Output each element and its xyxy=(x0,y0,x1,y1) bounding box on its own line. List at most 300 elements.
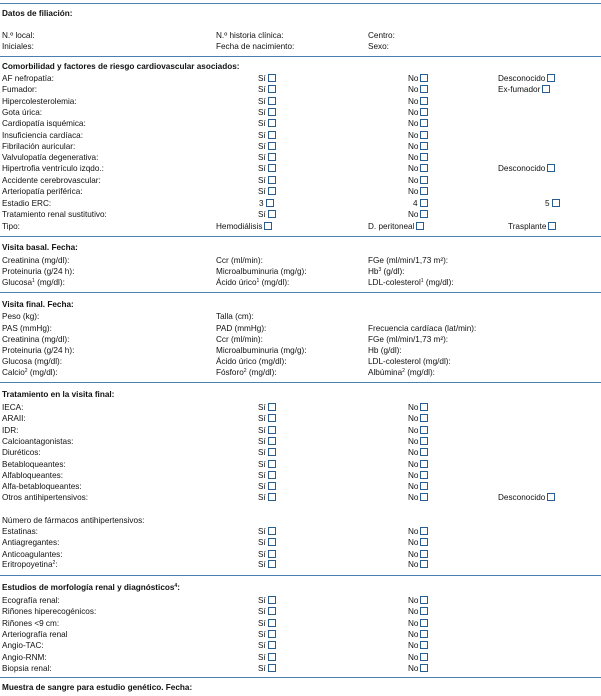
final-fge-label: FGe (ml/min/1,73 m²): xyxy=(368,335,449,344)
treatment-label-alfabloqueantes: Alfabloqueantes: xyxy=(2,471,63,480)
treatment-label-araii: ARAII: xyxy=(2,414,26,423)
si-option[interactable] xyxy=(258,426,276,436)
no-option-text: No xyxy=(408,85,419,94)
si-option[interactable] xyxy=(258,550,276,560)
tipo-label: Tipo: xyxy=(2,222,20,231)
checkbox[interactable] xyxy=(420,85,428,93)
no-option-text: No xyxy=(408,164,419,173)
si-option-text: Sí xyxy=(258,493,266,502)
treatment-label-betabloqueantes: Betabloqueantes: xyxy=(2,460,66,469)
footnote-mark: 2 xyxy=(24,368,28,374)
checkbox[interactable] xyxy=(420,119,428,127)
si-option-text: Sí xyxy=(258,482,266,491)
checkbox[interactable] xyxy=(420,187,428,195)
eritro-si-option[interactable] xyxy=(258,560,276,570)
comorbidity-label-insuficiencia-cardiaca: Insuficiencia cardíaca: xyxy=(2,131,84,140)
treatment-label-ieca: IECA: xyxy=(2,403,24,412)
final-pas-label: PAS (mmHg): xyxy=(2,324,52,333)
trs-si-option[interactable] xyxy=(258,210,276,220)
checkbox[interactable] xyxy=(420,527,428,535)
checkbox[interactable] xyxy=(547,164,555,172)
footnote-mark: 1 xyxy=(420,278,424,284)
checkbox[interactable] xyxy=(420,153,428,161)
final-peso-label: Peso (kg): xyxy=(2,312,40,321)
checkbox[interactable] xyxy=(420,142,428,150)
checkbox[interactable] xyxy=(420,403,428,411)
checkbox[interactable] xyxy=(268,142,276,150)
estudios-title-end: : xyxy=(177,583,180,592)
si-option-text: Sí xyxy=(258,641,266,650)
no-option[interactable] xyxy=(408,403,428,413)
basal-ldl-label xyxy=(368,278,454,288)
si-option[interactable] xyxy=(258,607,276,617)
no-option-text: No xyxy=(408,596,419,605)
trasplante-text: Trasplante xyxy=(508,222,547,231)
comorbidity-label-hipertrofia-ventriculo-izqdo: Hipertrofia ventrículo izqdo.: xyxy=(2,164,104,173)
no-option-text: No xyxy=(408,460,419,469)
ldl-unit: (mg/dl): xyxy=(423,278,454,287)
no-option-text: No xyxy=(408,482,419,491)
si-option-text: Sí xyxy=(258,448,266,457)
checkbox[interactable] xyxy=(420,619,428,627)
si-option-text: Sí xyxy=(258,460,266,469)
final-glucosa-label: Glucosa (mg/dl): xyxy=(2,357,63,366)
checkbox[interactable] xyxy=(547,493,555,501)
checkbox[interactable] xyxy=(268,108,276,116)
si-option-text: Sí xyxy=(258,527,266,536)
checkbox[interactable] xyxy=(268,85,276,93)
divider xyxy=(0,56,601,57)
si-option[interactable] xyxy=(258,74,276,84)
comorbidity-label-cardiopatia-isquemica: Cardiopatía isquémica: xyxy=(2,119,86,128)
comorbidity-label-gota-urica: Gota úrica: xyxy=(2,108,43,117)
checkbox[interactable] xyxy=(268,426,276,434)
trasplante-option[interactable] xyxy=(508,222,556,232)
basal-hb-label xyxy=(368,267,404,277)
desconocido-option[interactable] xyxy=(498,493,555,503)
si-option-text: Sí xyxy=(258,619,266,628)
no-option-text: No xyxy=(408,108,419,117)
checkbox[interactable] xyxy=(268,607,276,615)
checkbox[interactable] xyxy=(268,664,276,672)
no-option[interactable] xyxy=(408,437,428,447)
no-option-text: No xyxy=(408,74,419,83)
checkbox[interactable] xyxy=(420,426,428,434)
checkbox[interactable] xyxy=(268,538,276,546)
si-option[interactable] xyxy=(258,653,276,663)
si-option[interactable] xyxy=(258,414,276,424)
historia-label: N.º historia clínica: xyxy=(216,31,284,40)
footnote-mark: 2 xyxy=(243,368,247,374)
checkbox[interactable] xyxy=(548,222,556,230)
no-option[interactable] xyxy=(408,641,428,651)
footnote-mark: 1 xyxy=(32,278,35,284)
si-option[interactable] xyxy=(258,142,276,152)
footnote-mark: 4 xyxy=(174,583,178,589)
si-option-text: Sí xyxy=(258,426,266,435)
sexo-label: Sexo: xyxy=(368,42,389,51)
no-option[interactable] xyxy=(408,630,428,640)
no-option-text: No xyxy=(408,448,419,457)
checkbox[interactable] xyxy=(552,199,560,207)
no-option-text: No xyxy=(408,538,419,547)
albumina-unit: (mg/dl): xyxy=(404,368,435,377)
si-option-text: Sí xyxy=(258,164,266,173)
hemodialisis-text: Hemodiálisis xyxy=(216,222,263,231)
no-option[interactable] xyxy=(408,664,428,674)
estadio-5-text: 5 xyxy=(545,199,550,208)
checkbox[interactable] xyxy=(268,460,276,468)
comorbidity-label-accidente-cerebrovascular: Accidente cerebrovascular: xyxy=(2,176,101,185)
no-option-text: No xyxy=(408,187,419,196)
checkbox[interactable] xyxy=(268,641,276,649)
si-option-text: Sí xyxy=(258,664,266,673)
checkbox[interactable] xyxy=(420,493,428,501)
checkbox[interactable] xyxy=(420,448,428,456)
checkbox[interactable] xyxy=(420,164,428,172)
checkbox[interactable] xyxy=(420,538,428,546)
no-option[interactable] xyxy=(408,187,428,197)
checkbox[interactable] xyxy=(268,560,276,568)
divider xyxy=(0,292,601,293)
si-option[interactable] xyxy=(258,97,276,107)
section-title-filiacion: Datos de filiación: xyxy=(2,9,73,18)
desconocido-option-text: Desconocido xyxy=(498,164,546,173)
centro-label: Centro: xyxy=(368,31,395,40)
si-option-text: Sí xyxy=(258,607,266,616)
si-option[interactable] xyxy=(258,448,276,458)
si-option[interactable] xyxy=(258,437,276,447)
checkbox[interactable] xyxy=(547,74,555,82)
estadio-3-text: 3 xyxy=(259,199,264,208)
checkbox[interactable] xyxy=(420,653,428,661)
eritro-unit: : xyxy=(55,560,58,569)
no-option[interactable] xyxy=(408,74,428,84)
basal-glucosa-label xyxy=(2,278,65,288)
section-title-comorbilidad: Comorbilidad y factores de riesgo cardiovascular asociados: xyxy=(2,62,240,71)
basal-microalb-label: Microalbuminuria (mg/g): xyxy=(216,267,307,276)
si-option-text: Sí xyxy=(258,550,266,559)
checkbox[interactable] xyxy=(268,74,276,82)
checkbox[interactable] xyxy=(420,108,428,116)
no-option[interactable] xyxy=(408,426,428,436)
checkbox[interactable] xyxy=(268,176,276,184)
treatment-label-otros-antihipertensivos: Otros antihipertensivos: xyxy=(2,493,89,502)
si-option[interactable] xyxy=(258,630,276,640)
fosforo-text: Fósforo xyxy=(216,368,244,377)
checkbox[interactable] xyxy=(268,482,276,490)
desconocido-option[interactable] xyxy=(498,164,555,174)
checkbox[interactable] xyxy=(268,210,276,218)
checkbox[interactable] xyxy=(420,199,428,207)
basal-creatinina-label: Creatinina (mg/dl): xyxy=(2,256,70,265)
si-option-text: Sí xyxy=(258,630,266,639)
no-option-text: No xyxy=(408,641,419,650)
no-text: No xyxy=(408,210,419,219)
final-proteinuria-label: Proteinuria (g/24 h): xyxy=(2,346,75,355)
no-option[interactable] xyxy=(408,607,428,617)
checkbox[interactable] xyxy=(416,222,424,230)
si-option-text: Sí xyxy=(258,437,266,446)
si-option[interactable] xyxy=(258,153,276,163)
estadio-3-option[interactable] xyxy=(259,199,274,209)
no-option-text: No xyxy=(408,527,419,536)
no-option[interactable] xyxy=(408,97,428,107)
checkbox[interactable] xyxy=(268,97,276,105)
final-fosforo-label xyxy=(216,368,277,378)
treatment-label-diureticos: Diuréticos: xyxy=(2,448,41,457)
divider xyxy=(0,3,601,4)
checkbox[interactable] xyxy=(268,187,276,195)
divider xyxy=(0,575,601,576)
no-option-text: No xyxy=(408,630,419,639)
checkbox[interactable] xyxy=(420,664,428,672)
si-option[interactable] xyxy=(258,403,276,413)
si-option-text: Sí xyxy=(258,187,266,196)
si-text: Sí xyxy=(258,560,266,569)
section-title-final: Visita final. Fecha: xyxy=(2,300,74,309)
eritro-text: Eritropoyetina xyxy=(2,560,53,569)
no-option-text: No xyxy=(408,153,419,162)
basal-fge-label: FGe (ml/min/1,73 m²): xyxy=(368,256,449,265)
estadio-4-option[interactable] xyxy=(413,199,428,209)
no-option[interactable] xyxy=(408,142,428,152)
no-option-text: No xyxy=(408,131,419,140)
checkbox[interactable] xyxy=(268,119,276,127)
si-option-text: Sí xyxy=(258,471,266,480)
checkbox[interactable] xyxy=(268,493,276,501)
si-option[interactable] xyxy=(258,131,276,141)
no-option[interactable] xyxy=(408,471,428,481)
si-option[interactable] xyxy=(258,108,276,118)
final-albumina-label xyxy=(368,368,435,378)
final-creatinina-label: Creatinina (mg/dl): xyxy=(2,335,70,344)
no-option-text: No xyxy=(408,176,419,185)
divider xyxy=(0,236,601,237)
si-option[interactable] xyxy=(258,493,276,503)
final-hb-label: Hb (g/dl): xyxy=(368,346,402,355)
no-option[interactable] xyxy=(408,493,428,503)
si-option-text: Sí xyxy=(258,403,266,412)
calcio-unit: (mg/dl): xyxy=(27,368,58,377)
treatment-label-alfa-betabloqueantes: Alfa-betabloqueantes: xyxy=(2,482,82,491)
si-option[interactable] xyxy=(258,538,276,548)
si-text: Sí xyxy=(258,210,266,219)
checkbox[interactable] xyxy=(268,414,276,422)
checkbox[interactable] xyxy=(268,403,276,411)
checkbox[interactable] xyxy=(420,550,428,558)
basal-acido-label xyxy=(216,278,289,288)
no-option[interactable] xyxy=(408,460,428,470)
acido-unit: (mg/dl): xyxy=(259,278,290,287)
si-option[interactable] xyxy=(258,664,276,674)
si-option-text: Sí xyxy=(258,85,266,94)
checkbox[interactable] xyxy=(420,596,428,604)
checkbox[interactable] xyxy=(420,131,428,139)
footnote-mark: 2 xyxy=(402,368,405,374)
no-option[interactable] xyxy=(408,119,428,129)
checkbox[interactable] xyxy=(268,164,276,172)
final-ccr-label: Ccr (ml/min): xyxy=(216,335,263,344)
section-title-tratamiento: Tratamiento en la visita final: xyxy=(2,390,115,399)
eritro-no-option[interactable] xyxy=(408,560,428,570)
peritoneal-option[interactable] xyxy=(368,222,424,232)
checkbox[interactable] xyxy=(268,630,276,638)
si-option[interactable] xyxy=(258,641,276,651)
final-microalb-label: Microalbuminuria (mg/g): xyxy=(216,346,307,355)
si-option[interactable] xyxy=(258,119,276,129)
si-option-text: Sí xyxy=(258,108,266,117)
comorbidity-label-arteriopatia-periferica: Arteriopatía periférica: xyxy=(2,187,83,196)
si-option-text: Sí xyxy=(258,74,266,83)
checkbox[interactable] xyxy=(542,85,550,93)
estadio-5-option[interactable] xyxy=(545,199,560,209)
si-option[interactable] xyxy=(258,527,276,537)
final-pad-label: PAD (mmHg): xyxy=(216,324,267,333)
no-option[interactable] xyxy=(408,596,428,606)
no-option-text: No xyxy=(408,493,419,502)
checkbox[interactable] xyxy=(420,210,428,218)
checkbox[interactable] xyxy=(268,596,276,604)
si-option[interactable] xyxy=(258,619,276,629)
no-option[interactable] xyxy=(408,108,428,118)
study-label-rinones-hiperecogenicos: Riñones hiperecogénicos: xyxy=(2,607,97,616)
num-farmacos-label: Número de fármacos antihipertensivos: xyxy=(2,516,145,525)
checkbox[interactable] xyxy=(268,448,276,456)
no-option[interactable] xyxy=(408,653,428,663)
si-option[interactable] xyxy=(258,164,276,174)
checkbox[interactable] xyxy=(266,199,274,207)
si-option-text: Sí xyxy=(258,176,266,185)
divider xyxy=(0,382,601,383)
no-option-text: No xyxy=(408,403,419,412)
si-option[interactable] xyxy=(258,187,276,197)
checkbox[interactable] xyxy=(264,222,272,230)
trs-no-option[interactable] xyxy=(408,210,428,220)
no-option-text: No xyxy=(408,426,419,435)
no-option[interactable] xyxy=(408,527,428,537)
study-label-angio-tac: Angio-TAC: xyxy=(2,641,44,650)
no-option[interactable] xyxy=(408,131,428,141)
calcio-text: Calcio xyxy=(2,368,25,377)
checkbox[interactable] xyxy=(268,131,276,139)
footnote-mark: 1 xyxy=(256,278,260,284)
desconocido-option[interactable] xyxy=(498,74,555,84)
si-option[interactable] xyxy=(258,85,276,95)
checkbox[interactable] xyxy=(268,471,276,479)
si-option-text: Sí xyxy=(258,131,266,140)
desconocido-option-text: Desconocido xyxy=(498,74,546,83)
no-option-text: No xyxy=(408,619,419,628)
si-option[interactable] xyxy=(258,596,276,606)
no-option[interactable] xyxy=(408,153,428,163)
final-calcio-label xyxy=(2,368,58,378)
no-option[interactable] xyxy=(408,550,428,560)
section-title-estudios xyxy=(2,583,180,593)
checkbox[interactable] xyxy=(268,619,276,627)
si-option-text: Sí xyxy=(258,97,266,106)
checkbox[interactable] xyxy=(420,74,428,82)
checkbox[interactable] xyxy=(420,471,428,479)
checkbox[interactable] xyxy=(420,607,428,615)
footnote-mark: 2 xyxy=(52,560,56,566)
divider xyxy=(0,677,601,678)
albumina-text: Albúmina xyxy=(368,368,403,377)
no-option[interactable] xyxy=(408,164,428,174)
ldl-text: LDL-colesterol xyxy=(368,278,421,287)
eritro-label xyxy=(2,560,58,570)
checkbox[interactable] xyxy=(268,153,276,161)
glucosa-unit: (mg/dl): xyxy=(34,278,65,287)
hemodialisis-option[interactable] xyxy=(216,222,272,232)
no-option[interactable] xyxy=(408,85,428,95)
estudios-title-text: Estudios de morfología renal y diagnósticos xyxy=(2,583,175,592)
checkbox[interactable] xyxy=(420,97,428,105)
study-label-ecografia-renal: Ecografía renal: xyxy=(2,596,60,605)
no-text: No xyxy=(408,560,419,569)
final-acido-label: Ácido úrico (mg/dl): xyxy=(216,357,287,366)
treatment-label-calcioantagonistas: Calcioantagonistas: xyxy=(2,437,74,446)
checkbox[interactable] xyxy=(420,641,428,649)
study-label-rinones-9-cm: Riñones <9 cm: xyxy=(2,619,60,628)
comorbidity-label-af-nefropatia: AF nefropatía: xyxy=(2,74,54,83)
checkbox[interactable] xyxy=(420,437,428,445)
no-option[interactable] xyxy=(408,448,428,458)
no-option[interactable] xyxy=(408,619,428,629)
n-local-label: N.º local: xyxy=(2,31,35,40)
checkbox[interactable] xyxy=(268,550,276,558)
final-talla-label: Talla (cm): xyxy=(216,312,254,321)
checkbox[interactable] xyxy=(268,527,276,535)
no-option-text: No xyxy=(408,653,419,662)
si-option[interactable] xyxy=(258,482,276,492)
si-option-text: Sí xyxy=(258,153,266,162)
treatment-label-idr: IDR: xyxy=(2,426,19,435)
no-option[interactable] xyxy=(408,538,428,548)
no-option[interactable] xyxy=(408,176,428,186)
iniciales-label: Iniciales: xyxy=(2,42,34,51)
si-option[interactable] xyxy=(258,460,276,470)
basal-proteinuria-label: Proteinuria (g/24 h): xyxy=(2,267,75,276)
checkbox[interactable] xyxy=(420,560,428,568)
no-option-text: No xyxy=(408,437,419,446)
checkbox[interactable] xyxy=(420,176,428,184)
si-option[interactable] xyxy=(258,176,276,186)
comorbidity-label-hipercolesterolemia: Hipercolesterolemia: xyxy=(2,97,77,106)
footnote-mark: 3 xyxy=(378,267,382,273)
checkbox[interactable] xyxy=(268,437,276,445)
exfumador-option[interactable] xyxy=(498,85,550,95)
si-option-text: Sí xyxy=(258,119,266,128)
no-option[interactable] xyxy=(408,482,428,492)
checkbox[interactable] xyxy=(420,630,428,638)
checkbox[interactable] xyxy=(420,460,428,468)
glucosa-text: Glucosa xyxy=(2,278,33,287)
checkbox[interactable] xyxy=(268,653,276,661)
no-option[interactable] xyxy=(408,414,428,424)
final-ldl-label: LDL-colesterol (mg/dl): xyxy=(368,357,451,366)
hb-unit: (g/dl): xyxy=(381,267,405,276)
si-option-text: Sí xyxy=(258,653,266,662)
checkbox[interactable] xyxy=(420,482,428,490)
si-option-text: Sí xyxy=(258,596,266,605)
exfumador-option-text: Ex-fumador xyxy=(498,85,541,94)
no-option-text: No xyxy=(408,142,419,151)
si-option[interactable] xyxy=(258,471,276,481)
si-option-text: Sí xyxy=(258,142,266,151)
no-option-text: No xyxy=(408,664,419,673)
checkbox[interactable] xyxy=(420,414,428,422)
